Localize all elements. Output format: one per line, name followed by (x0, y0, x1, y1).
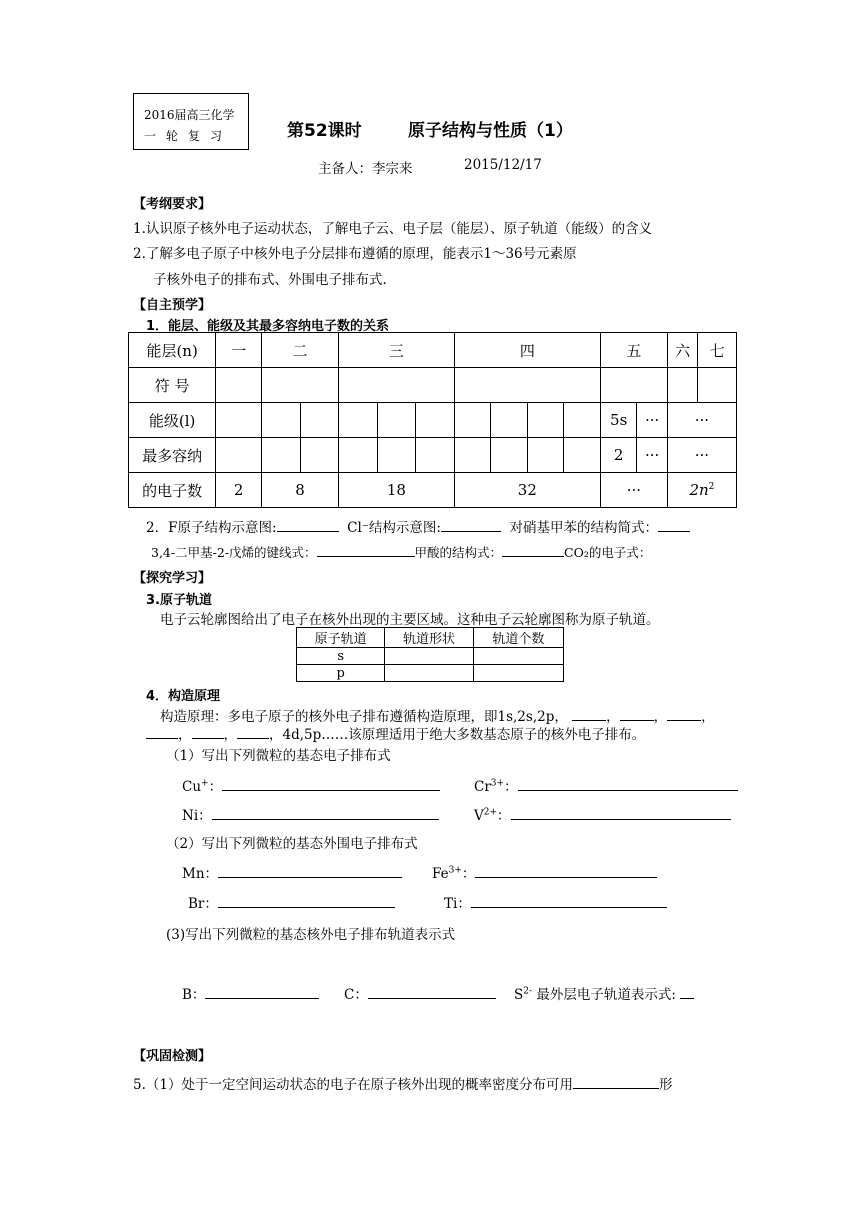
course-line1: 2016届高三化学 (144, 108, 235, 122)
table-cell (454, 403, 491, 438)
answer-blank[interactable] (441, 517, 501, 532)
q1-title: 1．能层、能级及其最多容纳电子数的关系 (146, 319, 390, 334)
ti-symbol: Ti (444, 896, 458, 912)
mn-line (182, 862, 402, 882)
br-symbol: Br (188, 896, 205, 912)
fe-charge: 3+ (448, 865, 462, 876)
orbital-p: p (297, 665, 385, 682)
total-layer-2: 8 (261, 473, 338, 508)
table-cell (339, 438, 378, 473)
table-cell (261, 438, 300, 473)
fe-line (432, 862, 657, 882)
course-line2: 一轮复习 (144, 129, 233, 143)
heading-requirements: 【考纲要求】 (133, 197, 212, 212)
table-cell (377, 438, 416, 473)
table-cell (473, 648, 563, 665)
answer-blank[interactable] (518, 776, 738, 791)
answer-blank[interactable] (502, 542, 564, 557)
table-cell (564, 403, 601, 438)
table-cell (527, 438, 564, 473)
q4-text2: ，4d,5p……该原理适用于绝大多数基态原子的核外电子排布。 (269, 727, 646, 743)
b-line (182, 983, 319, 1003)
colon: ： (497, 808, 511, 824)
level-5-ellipsis: ··· (637, 403, 667, 438)
answer-blank[interactable] (205, 984, 319, 999)
answer-blank[interactable] (471, 893, 667, 908)
row-label-level: 能级(l) (129, 403, 216, 438)
answer-blank[interactable] (218, 863, 402, 878)
q4-line1: 构造原理：多电子原子的核外电子排布遵循构造原理，即1s,2s,2p， ， ， ， (160, 705, 715, 725)
table-cell (491, 403, 528, 438)
s-symbol: S (514, 987, 524, 1003)
max-67-ellipsis: ··· (667, 438, 736, 473)
table-cell (300, 438, 339, 473)
answer-blank[interactable] (192, 724, 224, 739)
answer-blank[interactable] (572, 706, 606, 721)
co2-label: CO₂的电子式： (564, 545, 652, 560)
mn-symbol: Mn (182, 866, 205, 882)
table-cell (473, 665, 563, 682)
cl-structure-label: Cl⁻结构示意图: (347, 520, 441, 536)
table-cell (216, 368, 262, 403)
sub3-title: (3)写出下列微粒的基态核外电子排布轨道表示式 (166, 927, 456, 943)
table-cell (339, 368, 455, 403)
requirement-2b: 子核外电子的排布式、外围电子排布式. (153, 272, 387, 288)
layer-6: 六 (667, 333, 697, 368)
sub2-title: （2）写出下列微粒的基态外围电子排布式 (166, 836, 418, 852)
answer-blank[interactable] (658, 517, 690, 532)
row-label-max2: 的电子数 (129, 473, 216, 508)
table-cell (416, 403, 455, 438)
colon: ： (461, 866, 476, 882)
answer-blank[interactable] (511, 805, 731, 820)
orbital-header: 轨道形状 (385, 628, 473, 648)
layer-5: 五 (600, 333, 667, 368)
answer-blank[interactable] (218, 893, 395, 908)
table-cell (564, 438, 601, 473)
row-label-symbol: 符 号 (129, 368, 216, 403)
table-cell (416, 438, 455, 473)
heading-consolidate: 【巩固检测】 (133, 1049, 212, 1064)
answer-blank[interactable] (475, 863, 657, 878)
table-cell (454, 438, 491, 473)
c-symbol: C (344, 987, 355, 1003)
formula-2n: 2n (689, 481, 709, 499)
q5-text-end: 形 (658, 1077, 673, 1093)
cr-charge: 3+ (490, 778, 505, 789)
cu-charge: + (201, 778, 209, 789)
formula-exponent: 2 (708, 482, 715, 492)
v-line (474, 804, 731, 824)
table-cell (667, 368, 697, 403)
layer-3: 三 (339, 333, 455, 368)
formic-acid-label: 甲酸的结构式： (414, 545, 503, 560)
fe-symbol: Fe (432, 866, 449, 882)
q5-line (133, 1073, 672, 1093)
colon: ： (504, 779, 518, 795)
orbital-header: 轨道个数 (473, 628, 563, 648)
answer-blank[interactable] (680, 984, 694, 999)
c-line (344, 983, 496, 1003)
colon: ： (198, 808, 212, 824)
answer-blank[interactable] (146, 724, 178, 739)
requirement-1: 1.认识原子核外电子运动状态，了解电子云、电子层（能层）、原子轨道（能级）的含义 (133, 221, 653, 237)
table-cell (300, 403, 339, 438)
q4-text1: 构造原理：多电子原子的核外电子排布遵循构造原理，即1s,2s,2p， (160, 709, 568, 725)
layer-2: 二 (261, 333, 338, 368)
cu-symbol: Cu (182, 779, 202, 795)
table-cell (216, 403, 262, 438)
s-line (514, 983, 694, 1003)
energy-level-table (128, 332, 737, 508)
table-cell (600, 368, 667, 403)
cu-line (182, 775, 440, 795)
total-layer-4: 32 (454, 473, 600, 508)
total-layer-3: 18 (339, 473, 455, 508)
heading-explore: 【探究学习】 (133, 571, 212, 586)
colon: ： (354, 987, 368, 1003)
q2-line2 (151, 542, 651, 561)
pentene-label: 3,4-二甲基-2-戊烯的键线式： (151, 545, 317, 560)
q4-title: 4．构造原理 (146, 689, 221, 704)
ni-line (182, 804, 439, 824)
cr-line (474, 775, 738, 795)
table-cell (491, 438, 528, 473)
answer-blank[interactable] (212, 805, 439, 820)
max-5s: 2 (600, 438, 637, 473)
q4-line2: ， ， ，4d,5p……该原理适用于绝大多数基态原子的核外电子排布。 (146, 723, 645, 743)
max-5-ellipsis: ··· (637, 438, 667, 473)
layer-4: 四 (454, 333, 600, 368)
answer-blank[interactable] (620, 706, 654, 721)
answer-blank[interactable] (237, 724, 269, 739)
date: 2015/12/17 (464, 157, 542, 173)
colon: ： (204, 896, 218, 912)
level-67-ellipsis: ··· (667, 403, 736, 438)
b-symbol: B (182, 987, 192, 1003)
colon: ： (208, 779, 223, 795)
table-cell (339, 403, 378, 438)
requirement-2a: 2.了解多电子原子中核外电子分层排布遵循的原理，能表示1～36号元素原 (133, 246, 577, 262)
lesson-topic: 原子结构与性质（1） (408, 121, 573, 141)
table-cell (216, 438, 262, 473)
answer-blank[interactable] (368, 984, 496, 999)
answer-blank[interactable] (573, 1074, 659, 1089)
heading-prestudy: 【自主预学】 (133, 298, 212, 313)
answer-blank[interactable] (317, 542, 415, 557)
q5-text: 5.（1）处于一定空间运动状态的电子在原子核外出现的概率密度分布可用 (133, 1077, 573, 1093)
ni-symbol: Ni (182, 808, 199, 824)
total-layer-5: ··· (600, 473, 667, 508)
orbital-s: s (297, 648, 385, 665)
answer-blank[interactable] (667, 706, 701, 721)
course-box (133, 93, 249, 150)
layer-7: 七 (698, 333, 737, 368)
q3-title: 3.原子轨道 (146, 593, 212, 608)
cr-symbol: Cr (474, 779, 491, 795)
table-cell (261, 403, 300, 438)
total-layer-1: 2 (216, 473, 262, 508)
colon: ： (191, 987, 206, 1003)
br-line (188, 892, 395, 912)
v-charge: 2+ (483, 807, 498, 818)
q3-text: 电子云轮廓图给出了电子在核外出现的主要区域。这种电子云轮廓图称为原子轨道。 (160, 612, 660, 628)
table-cell (385, 648, 473, 665)
colon: ： (204, 866, 219, 882)
table-cell (385, 665, 473, 682)
orbital-table (296, 627, 564, 682)
row-label-layer: 能层(n) (129, 333, 216, 368)
table-cell (261, 368, 338, 403)
table-cell (377, 403, 416, 438)
preparer: 主备人：李宗来 (318, 161, 413, 177)
s-charge: 2- (523, 986, 533, 997)
sub1-title: （1）写出下列微粒的基态电子排布式 (166, 748, 391, 764)
q2-line1 (146, 516, 690, 536)
total-layer-67 (667, 473, 736, 508)
nitrotoluene-label: 对硝基甲苯的结构简式： (509, 520, 659, 536)
answer-blank[interactable] (277, 517, 339, 532)
v-symbol: V (474, 808, 484, 824)
colon: ： (457, 896, 471, 912)
f-structure-label: 2．F原子结构示意图: (146, 520, 277, 536)
ti-line (444, 892, 667, 912)
table-cell (454, 368, 600, 403)
table-cell (527, 403, 564, 438)
table-cell (698, 368, 737, 403)
answer-blank[interactable] (222, 776, 440, 791)
s-outer-orbital-label: 最外层电子轨道表示式: (536, 987, 676, 1003)
level-5s: 5s (600, 403, 637, 438)
lesson-number: 第52课时 (287, 121, 362, 141)
row-label-max1: 最多容纳 (129, 438, 216, 473)
layer-1: 一 (216, 333, 262, 368)
orbital-header: 原子轨道 (297, 628, 385, 648)
